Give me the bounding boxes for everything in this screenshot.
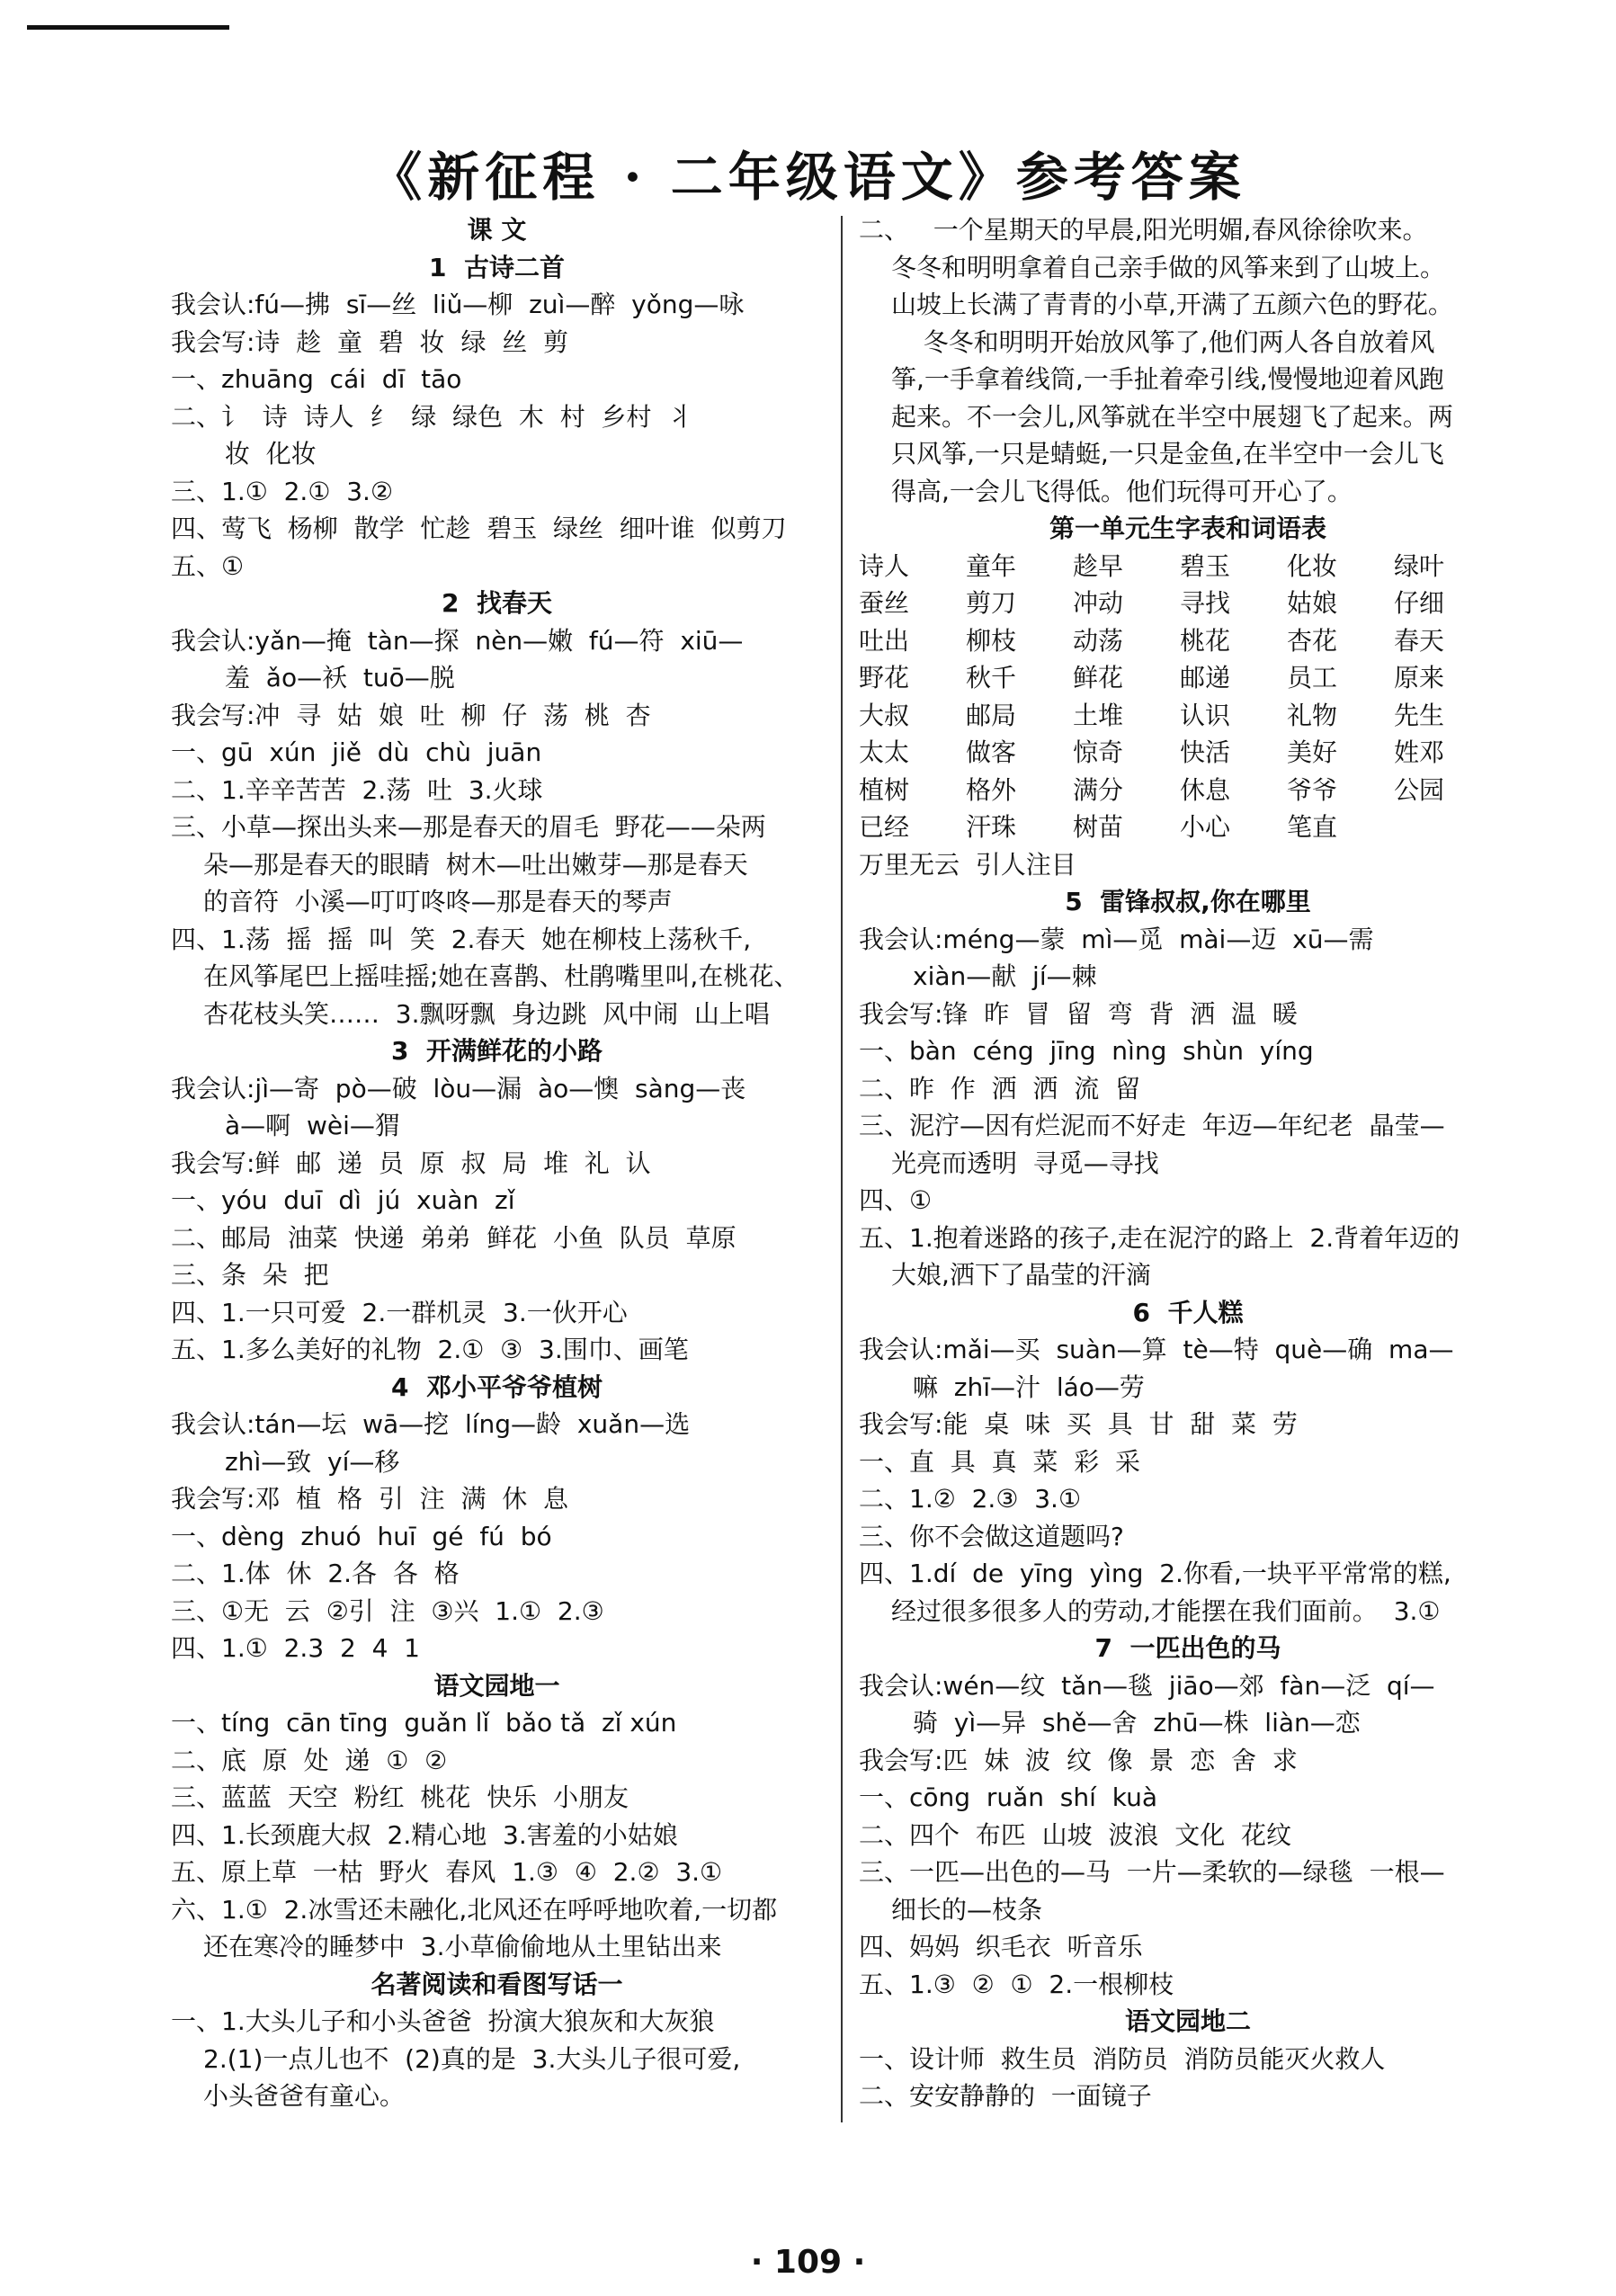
answer-line: 五、① <box>171 550 245 581</box>
word-cell: 野花 <box>859 663 910 692</box>
answer-line: 还在寒冷的睡梦中 3.小草偷偷地从土里钻出来 <box>203 1932 722 1961</box>
answer-line: 我会写:锋 昨 冒 留 弯 背 洒 温 暖 <box>859 998 1298 1029</box>
answer-line: 筝,一手拿着线筒,一手扯着牵引线,慢慢地迎着风跑 <box>891 364 1444 394</box>
answer-line: 在风筝尾巴上摇哇摇;她在喜鹊、杜鹃嘴里叫,在桃花、 <box>203 961 799 991</box>
word-cell: 碧玉 <box>1180 550 1231 581</box>
answer-line: zhì—致 yí—移 <box>225 1446 400 1477</box>
answer-line: 三、小草—探出头来—那是春天的眉毛 野花——朵两 <box>171 812 766 842</box>
answer-line: 四、1.dí de yīng yìng 2.你看,一块平平常常的糕, <box>859 1559 1451 1588</box>
answer-line: 一、cōng ruǎn shí kuà <box>859 1782 1157 1812</box>
answer-line: 我会认:mǎi—买 suàn—算 tè—特 què—确 ma— <box>859 1335 1454 1364</box>
answer-line: 我会认:méng—蒙 mì—觅 mài—迈 xū—需 <box>859 924 1374 954</box>
answer-line: 二、邮局 油菜 快递 弟弟 鲜花 小鱼 队员 草原 <box>171 1222 737 1253</box>
answer-line: 四、妈妈 织毛衣 听音乐 <box>859 1932 1143 1961</box>
answer-line: 杏花枝头笑…… 3.飘呀飘 身边跳 风中闹 山上唱 <box>203 998 770 1029</box>
page-title: 《新征程 · 二年级语文》参考答案 <box>370 147 1246 208</box>
answer-line: 妆 化妆 <box>225 439 317 469</box>
right-column <box>859 211 1517 2115</box>
word-cell: 吐出 <box>859 625 910 656</box>
answer-line: 我会认:wén—纹 tǎn—毯 jiāo—郊 fàn—泛 qí— <box>859 1670 1435 1701</box>
word-cell: 先生 <box>1394 700 1445 730</box>
section-heading: 2 找春天 <box>442 588 552 618</box>
answer-line: 朵—那是春天的眼睛 树木—吐出嫩芽—那是春天 <box>203 849 748 880</box>
word-cell: 柳枝 <box>966 625 1017 656</box>
section-heading: 3 开满鲜花的小路 <box>391 1036 603 1066</box>
answer-line: 三、蓝蓝 天空 粉红 桃花 快乐 小朋友 <box>171 1782 629 1812</box>
section-heading: 6 千人糕 <box>1132 1297 1244 1327</box>
word-cell: 绿叶 <box>1394 550 1445 581</box>
answer-line: xiàn—献 jí—棘 <box>913 961 1097 991</box>
section-heading: 7 一匹出色的马 <box>1094 1633 1281 1663</box>
answer-line: 大娘,洒下了晶莹的汗滴 <box>891 1260 1151 1290</box>
answer-line: 我会写:邓 植 格 引 注 满 休 息 <box>171 1484 569 1514</box>
answer-line: 我会写:诗 趁 童 碧 妆 绿 丝 剪 <box>171 326 569 357</box>
answer-line: 五、原上草 一枯 野火 春风 1.③ ④ 2.② 3.① <box>171 1857 723 1887</box>
section-heading: 5 雷锋叔叔,你在哪里 <box>1065 887 1311 916</box>
answer-line: 只风筝,一只是蜻蜓,一只是金鱼,在半空中一会儿飞 <box>891 439 1444 469</box>
answer-line: 山坡上长满了青青的小草,开满了五颜六色的野花。 <box>891 290 1453 319</box>
answer-line: 我会认:yǎn—掩 tàn—探 nèn—嫩 fú—符 xiū— <box>171 625 744 656</box>
word-cell: 动荡 <box>1073 625 1124 656</box>
answer-line: 一、tíng cān tīng guǎn lǐ bǎo tǎ zǐ xún <box>171 1708 677 1738</box>
word-cell: 满分 <box>1073 774 1124 805</box>
answer-line: 一、gū xún jiě dù chù juān <box>171 737 542 767</box>
answer-line: 三、你不会做这道题吗? <box>859 1521 1124 1551</box>
composition-answer <box>859 211 1517 548</box>
word-cell: 笔直 <box>1287 812 1338 842</box>
answer-line: 二、讠 诗 诗人 纟 绿 绿色 木 村 乡村 丬 <box>171 401 693 432</box>
answer-line: 四、莺飞 杨柳 散学 忙趁 碧玉 绿丝 细叶谁 似剪刀 <box>171 514 787 543</box>
answer-line: 四、1.长颈鹿大叔 2.精心地 3.害羞的小姑娘 <box>171 1819 678 1850</box>
answer-line: à—啊 wèi—猬 <box>225 1111 400 1140</box>
answer-line: 我会写:冲 寻 姑 娘 吐 柳 仔 荡 桃 杏 <box>171 700 651 730</box>
left-column <box>171 211 823 2115</box>
answer-line: 三、条 朵 把 <box>171 1260 329 1290</box>
answer-line: 四、① <box>859 1185 933 1215</box>
word-cell: 休息 <box>1180 774 1231 805</box>
section-heading: 名著阅读和看图写话一 <box>371 1969 623 1999</box>
answer-line: 二、底 原 处 递 ① ② <box>171 1745 448 1775</box>
answer-line: 三、泥泞—因有烂泥而不好走 年迈—年纪老 晶莹— <box>859 1111 1445 1140</box>
word-cell: 汗珠 <box>966 812 1017 842</box>
page-number: · 109 · <box>750 2244 866 2281</box>
word-cell <box>1394 809 1488 846</box>
word-cell: 诗人 <box>859 550 910 581</box>
answer-line: 四、1.荡 摇 摇 叫 笑 2.春天 她在柳枝上荡秋千, <box>171 924 752 954</box>
answer-line: 三、一匹—出色的—马 一片—柔软的—绿毯 一根— <box>859 1857 1445 1887</box>
word-cell: 公园 <box>1394 774 1445 805</box>
answer-line: 四、1.一只可爱 2.一群机灵 3.一伙开心 <box>171 1297 628 1327</box>
word-cell: 寻找 <box>1180 588 1231 618</box>
answer-line: 一、1.大头儿子和小头爸爸 扮演大狼灰和大灰狼 <box>171 2006 715 2036</box>
answer-line: 我会写:能 桌 味 买 具 甘 甜 菜 劳 <box>859 1409 1298 1439</box>
answer-line: 二、 一个星期天的早晨,阳光明媚,春风徐徐吹来。 <box>859 215 1428 245</box>
answer-line: 2.(1)一点儿也不 (2)真的是 3.大头儿子很可爱, <box>203 2043 741 2074</box>
word-cell: 春天 <box>1394 625 1445 656</box>
word-cell: 小心 <box>1180 812 1231 842</box>
section-heading: 4 邓小平爷爷植树 <box>391 1371 603 1402</box>
word-cell: 秋千 <box>966 663 1017 692</box>
word-cell: 树苗 <box>1073 812 1124 842</box>
word-cell: 植树 <box>859 774 910 805</box>
right-answers <box>859 883 1517 2115</box>
answer-line: 羞 ǎo—袄 tuō—脱 <box>225 663 455 692</box>
word-cell: 认识 <box>1180 700 1231 730</box>
answer-line: 嘛 zhī—汁 láo—劳 <box>913 1371 1145 1402</box>
answer-line: 冬冬和明明拿着自己亲手做的风筝来到了山坡上。 <box>891 252 1446 282</box>
answer-line: 二、1.② 2.③ 3.① <box>859 1484 1082 1514</box>
section-heading: 1 古诗二首 <box>429 252 565 282</box>
word-cell: 姑娘 <box>1287 588 1338 618</box>
answer-line: 一、直 具 真 菜 彩 采 <box>859 1446 1141 1477</box>
word-cell: 鲜花 <box>1073 663 1124 692</box>
word-cell: 仔细 <box>1394 588 1445 618</box>
answer-line: 二、1.体 休 2.各 各 格 <box>171 1559 460 1588</box>
word-cell: 姓邓 <box>1394 737 1445 767</box>
answer-line: 的音符 小溪—叮叮咚咚—那是春天的琴声 <box>203 887 673 916</box>
word-cell: 大叔 <box>859 700 910 730</box>
word-cell: 趁早 <box>1073 550 1124 581</box>
word-cell: 做客 <box>966 737 1017 767</box>
word-cell: 剪刀 <box>966 588 1017 618</box>
answer-line: 我会写:匹 妹 波 纹 像 景 恋 舍 求 <box>859 1745 1298 1775</box>
word-cell: 土堆 <box>1073 700 1124 730</box>
word-cell: 杏花 <box>1287 625 1338 656</box>
answer-line: 二、1.辛辛苦苦 2.荡 吐 3.火球 <box>171 774 543 805</box>
column-divider <box>841 216 843 2122</box>
answer-line: 三、①无 云 ②引 注 ③兴 1.① 2.③ <box>171 1595 604 1626</box>
answer-line: 经过很多很多人的劳动,才能摆在我们面前。 3.① <box>891 1595 1441 1626</box>
word-cell: 快活 <box>1180 737 1231 767</box>
answer-line: 一、设计师 救生员 消防员 消防员能灭火救人 <box>859 2043 1386 2074</box>
word-cell: 冲动 <box>1073 588 1124 618</box>
word-cell: 爷爷 <box>1287 774 1338 805</box>
word-cell: 邮递 <box>1180 663 1231 692</box>
answer-line: 五、1.多么美好的礼物 2.① ③ 3.围巾、画笔 <box>171 1335 689 1364</box>
answer-line: 六、1.① 2.冰雪还未融化,北风还在呼呼地吹着,一切都 <box>171 1894 778 1925</box>
answer-line: 五、1.③ ② ① 2.一根柳枝 <box>859 1969 1174 1999</box>
answer-line: 小头爸爸有童心。 <box>203 2081 406 2111</box>
answer-line: 我会写:鲜 邮 递 员 原 叔 局 堆 礼 认 <box>171 1148 651 1178</box>
word-cell: 美好 <box>1287 737 1338 767</box>
answer-line: 骑 yì—异 shě—舍 zhū—株 liàn—恋 <box>913 1708 1361 1738</box>
section-heading: 课 文 <box>467 215 527 245</box>
answer-line: 光亮而透明 寻觅—寻找 <box>891 1148 1159 1178</box>
word-cell: 蚕丝 <box>859 588 910 618</box>
answer-line: 二、昨 作 洒 洒 流 留 <box>859 1073 1141 1103</box>
answer-line: 冬冬和明明开始放风筝了,他们两人各自放着风 <box>891 326 1435 357</box>
word-cell: 已经 <box>859 812 910 842</box>
answer-line: 我会认:jì—寄 pò—破 lòu—漏 ào—懊 sàng—丧 <box>171 1073 746 1103</box>
word-table <box>859 548 1517 846</box>
answer-line: 细长的—枝条 <box>891 1894 1043 1925</box>
answer-line: 四、1.① 2.3 2 4 1 <box>171 1633 420 1663</box>
answer-line: 我会认:tán—坛 wā—挖 líng—龄 xuǎn—选 <box>171 1409 691 1439</box>
answer-line: 二、四个 布匹 山坡 波浪 文化 花纹 <box>859 1819 1292 1850</box>
word-cell: 桃花 <box>1180 625 1231 656</box>
word-cell: 礼物 <box>1287 700 1338 730</box>
answer-line: 一、yóu duī dì jú xuàn zǐ <box>171 1185 515 1215</box>
answer-line: 得高,一会儿飞得低。他们玩得可开心了。 <box>891 476 1353 506</box>
answer-line: 起来。不一会儿,风筝就在半空中展翅飞了起来。两 <box>891 401 1453 432</box>
word-cell: 童年 <box>966 550 1017 581</box>
section-heading: 语文园地二 <box>1124 2006 1251 2036</box>
word-cell: 格外 <box>966 774 1017 805</box>
answer-line: 二、安安静静的 一面镜子 <box>859 2081 1152 2111</box>
answer-line: 一、bàn céng jīng nìng shùn yíng <box>859 1036 1314 1066</box>
answer-line: 三、1.① 2.① 3.② <box>171 476 394 506</box>
section-heading: 第一单元生字表和词语表 <box>1049 514 1326 543</box>
word-cell: 原来 <box>1394 663 1445 692</box>
word-cell: 员工 <box>1287 663 1338 692</box>
section-heading: 语文园地一 <box>433 1670 560 1701</box>
answer-line: 我会认:fú—拂 sī—丝 liǔ—柳 zuì—醉 yǒng—咏 <box>171 290 745 319</box>
word-cell: 邮局 <box>966 700 1017 730</box>
answer-line: 五、1.抱着迷路的孩子,走在泥泞的路上 2.背着年迈的 <box>859 1222 1460 1253</box>
word-cell: 太太 <box>859 737 910 767</box>
word-cell: 惊奇 <box>1073 737 1124 767</box>
word-cell: 化妆 <box>1287 550 1338 581</box>
word-table-idioms: 万里无云 引人注目 <box>859 849 1076 880</box>
answer-line: 一、dèng zhuó huī gé fú bó <box>171 1521 552 1551</box>
top-rule <box>27 25 229 30</box>
answer-line: 一、zhuāng cái dī tāo <box>171 364 462 394</box>
